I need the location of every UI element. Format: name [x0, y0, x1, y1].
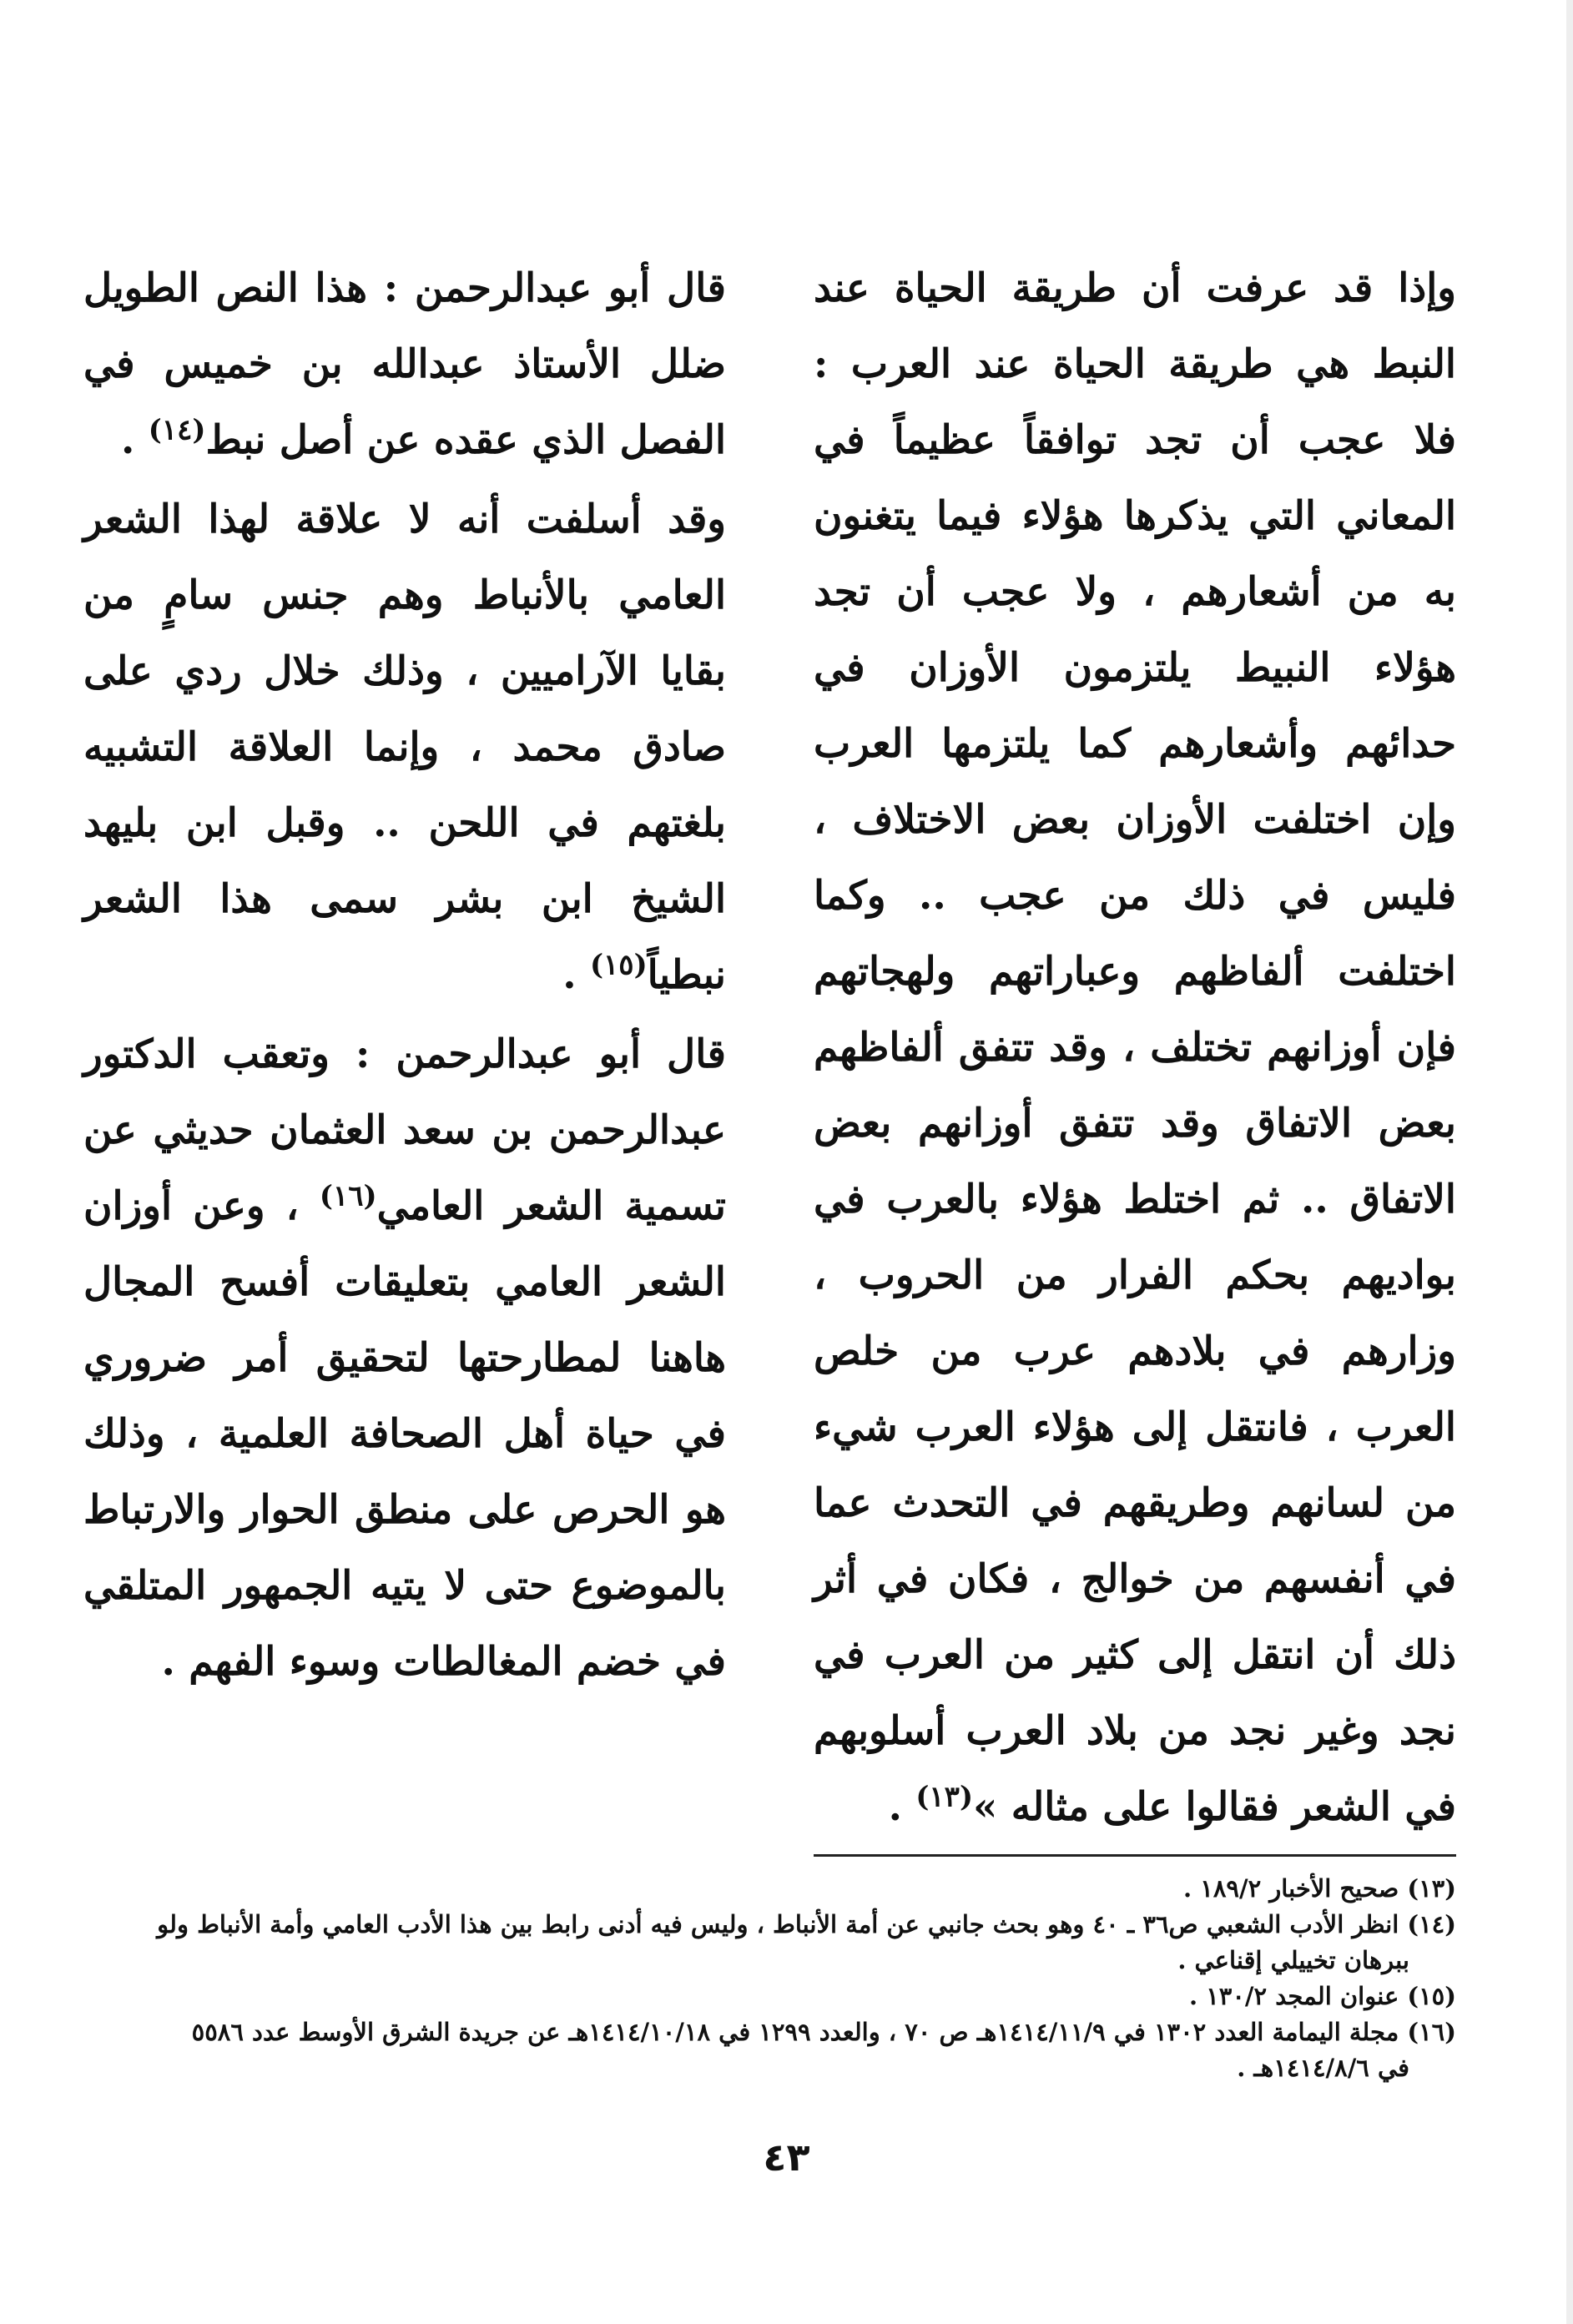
paragraph-text: وقد أسلفت أنه لا علاقة لهذا الشعر العامي بالأنباط وهم جنس سامٍ من بقايا الآراميين ، وذلك خلال ردي على صادق محمد ، وإنما العلاقة التشبيه بلغتهم في اللحن .. وقبل ابن بليهد الشيخ ابن بشر سمى هذا الشعر نبطياً — [83, 497, 726, 998]
left-column — [83, 250, 726, 1700]
paragraph-text: قال أبو عبدالرحمن : هذا النص الطويل ضلل الأستاذ عبدالله بن خميس في الفصل الذي عقده عن أصل نبط — [83, 265, 726, 463]
paragraph-text: وإذا قد عرفت أن طريقة الحياة عند النبط هي طريقة الحياة عند العرب : فلا عجب أن تجد توافقاً عظيماً في المعاني التي يذكرها هؤلاء فيما يتغنون به من أشعارهم ، ولا عجب أن تجد هؤلاء النبيط يلتزمون الأوزان في حدائهم وأشعارهم كما يلتزمها العرب وإن اختلفت الأوزان بعض الاختلاف ، فليس في ذلك من عجب .. وكما اختلفت ألفاظهم وعباراتهم ولهجاتهم فإن أوزانهم تختلف ، وقد تتفق ألفاظهم بعض الاتفاق وقد تتفق أوزانهم بعض الاتفاق .. ثم اختلط هؤلاء بالعرب في بواديهم بحكم الفرار من الحروب ، وزارهم في بلادهم عرب من خلص العرب ، فانتقل إلى هؤلاء العرب شيء من لسانهم وطريقهم في التحدث عما في أنفسهم من خوالج ، فكان في أثر ذلك أن انتقل إلى كثير من العرب في نجد وغير نجد من بلاد العرب أسلوبهم في الشعر فقالوا على مثاله » — [814, 265, 1456, 1830]
page-edge — [1566, 0, 1573, 2324]
page-number: ٤٣ — [763, 2135, 810, 2180]
paragraph-end: . — [562, 952, 590, 998]
footnote-16: (١٦) مجلة اليمامة العدد ١٣٠٢ في ١٤١٤/١١/٩هـ ص ٧٠ ، والعدد ١٢٩٩ في ١٤١٤/١٠/١٨هـ عن جريدة الشرق الأوسط عدد ٥٥٨٦ — [191, 2018, 1456, 2046]
paragraph — [83, 250, 726, 478]
paragraph-text: قال أبو عبدالرحمن : وتعقب الدكتور عبدالرحمن بن سعد العثمان حديثي عن تسمية الشعر العامي — [83, 1031, 726, 1229]
paragraph-end: . — [121, 417, 149, 463]
paragraph — [83, 481, 726, 1013]
paragraph-end: . — [888, 1784, 916, 1830]
right-column — [814, 250, 1456, 1845]
footnote-13: (١٣) صحيح الأخبار ١٨٩/٢ . — [1183, 1874, 1456, 1903]
paragraph-end: ، وعن أوزان الشعر العامي بتعليقات أفسح المجال هاهنا لمطارحتها لتحقيق أمر ضروري في حياة أهل الصحافة العلمية ، وذلك هو الحرص على منطق الحوار والارتباط بالموضوع حتى لا يتيه الجمهور المتلقي في خضم المغالطات وسوء الفهم . — [83, 1183, 726, 1685]
paragraph — [83, 1016, 726, 1700]
paragraph — [814, 250, 1456, 1845]
footnote-14-continued: ببرهان تخييلي إقناعي . — [1177, 1946, 1409, 1974]
footnote-16-continued: في ١٤١٤/٨/٦هـ . — [1237, 2054, 1409, 2082]
footnote-ref-15: (١٥) — [589, 948, 648, 982]
footnote-ref-14: (١٤) — [148, 413, 206, 447]
footnote-15: (١٥) عنوان المجد ١٣٠/٢ . — [1188, 1982, 1456, 2010]
footnote-ref-16: (١٦) — [319, 1179, 377, 1213]
footnote-14: (١٤) انظر الأدب الشعبي ص٣٦ ـ ٤٠ وهو بحث جانبي عن أمة الأنباط ، وليس فيه أدنى رابط بين هذا الأدب العامي وأمة الأنباط ولو — [157, 1910, 1456, 1938]
footnote-divider — [814, 1854, 1456, 1857]
footnotes — [83, 1871, 1456, 2086]
footnote-ref-13: (١٣) — [915, 1780, 974, 1814]
